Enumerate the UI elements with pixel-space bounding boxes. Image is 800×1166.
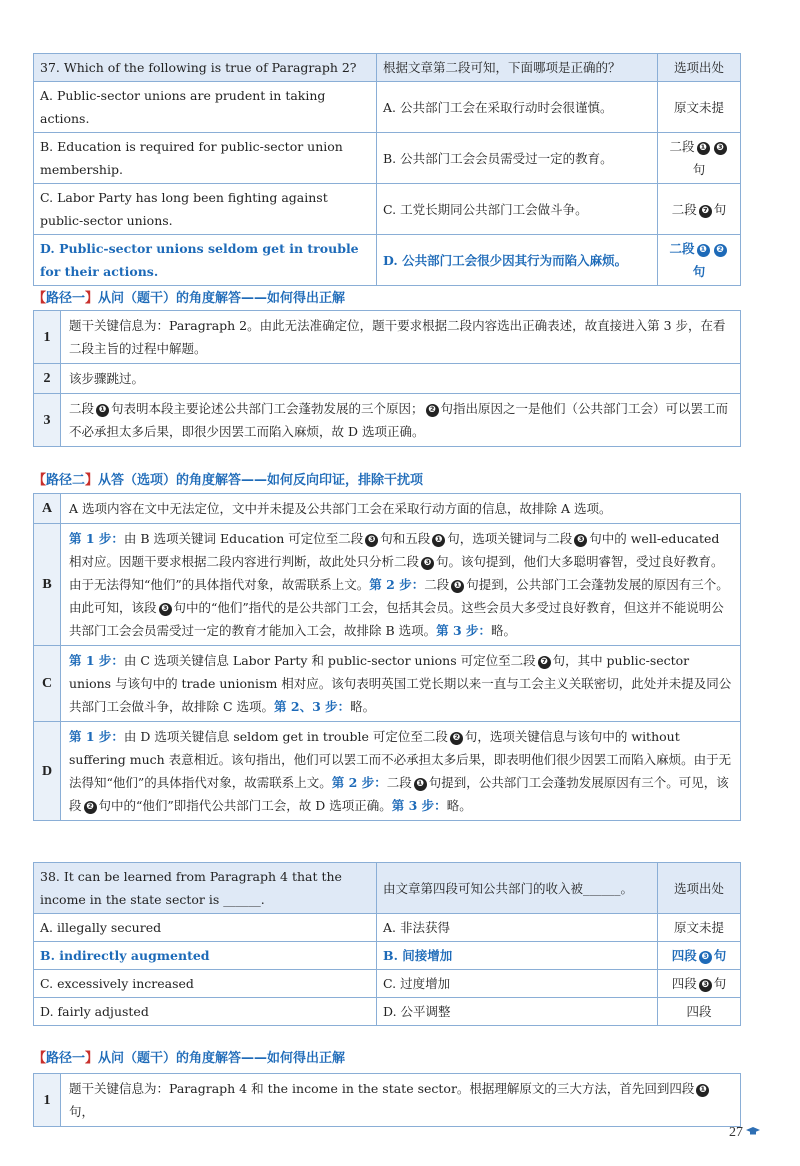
sentence-number-badge: ❸ (365, 534, 378, 547)
sentence-number-badge: ❸ (159, 603, 172, 616)
path1b-bracket-close: 】 (85, 1051, 99, 1066)
step-text: 题干关键信息为：Paragraph 2。由此无法准确定位，题干要求根据二段内容选出正确表述，故直接进入第 3 步，在看二段主旨的过程中解题。 (61, 311, 741, 364)
path1-title (33, 287, 345, 306)
path1b-table (33, 1073, 741, 1127)
q37-c-src-nums (697, 202, 714, 217)
text-seg: 略。 (491, 623, 517, 638)
sentence-number-badge: ❷ (450, 732, 463, 745)
q38-b-src-nums (697, 948, 714, 963)
page-number (729, 1125, 760, 1141)
path2-bracket-close: 】 (85, 473, 99, 488)
text-seg: 句中的“他们”即指代公共部门工会，故 D 选项正确。 (98, 798, 392, 813)
step-text (61, 1074, 741, 1127)
q38-header-row (34, 863, 741, 914)
step-label: 第 3 步： (436, 623, 492, 638)
text-seg: 句中的“他们”指代的是公共部门工会，包括其会员。这些会员大多受过良好教育，但这并不能说明公共部门工会会员需受过一定的教育才能加入工会，故排除 B 选项。 (69, 600, 724, 638)
sentence-number-badge: ❸ (699, 951, 712, 964)
path2-title (33, 469, 423, 488)
text-seg: 句，其中 public-sector unions 与该句中的 trade unionism 相对应。该句表明英国工党长期以来一直与工会主义关联密切，此处并未提及同公共部门工会做斗争，故排除 C 选项。 (69, 653, 732, 714)
sentence-number-badge: ❷ (426, 404, 439, 417)
text-seg: 句指出原因之一是他们（公共部门工会）可以罢工而不必承担太多后果，即很少因罢工而陷入麻烦，故 D 选项正确。 (69, 401, 729, 439)
text-seg: 句中的 well-educated 相对应。因题干要求根据二段内容进行判断，故此处只分析二段 (69, 531, 720, 569)
step-label: 第 2 步： (331, 775, 387, 790)
q37-option-c (34, 184, 741, 235)
page-number-text: 27 (729, 1125, 743, 1140)
text-seg: 句，选项关键词与二段 (447, 531, 573, 546)
text-seg: 句表明本段主要论述公共部门工会蓬勃发展的三个原因； (111, 401, 424, 416)
q37-b-src-nums (695, 139, 729, 154)
option-letter: B (34, 524, 61, 646)
path2-option-c (34, 646, 741, 722)
q38-b-en: B. indirectly augmented (34, 942, 377, 970)
q38-c-zh: C. 过度增加 (377, 970, 658, 998)
q38-c-src-post: 句 (713, 976, 727, 991)
q37-a-zh: A. 公共部门工会在采取行动时会很谨慎。 (377, 82, 658, 133)
q37-a-en: A. Public-sector unions are prudent in taking actions. (34, 82, 377, 133)
option-letter: D (34, 722, 61, 821)
q38-a-src-pre: 原文未提 (673, 920, 724, 935)
text-seg: 略。 (446, 798, 472, 813)
step-number: 3 (34, 394, 61, 447)
q37-header-en: 37. Which of the following is true of Paragraph 2? (34, 54, 377, 82)
text-seg: 二段 (424, 577, 450, 592)
question-38-table (33, 862, 741, 1026)
q37-b-src (658, 133, 741, 184)
path2-option-b (34, 524, 741, 646)
q37-c-src (658, 184, 741, 235)
path1b-bracket-open: 【 (33, 1051, 47, 1066)
sentence-number-badge: ❶ (414, 778, 427, 791)
q38-option-a (34, 914, 741, 942)
sentence-number-badge: ❶ (432, 534, 445, 547)
option-analysis (61, 524, 741, 646)
path1-text: 从问（题干）的角度解答——如何得出正解 (98, 291, 346, 306)
text-seg: 略。 (350, 699, 376, 714)
step-number: 1 (34, 1074, 61, 1127)
path1-table (33, 310, 741, 447)
path2-text: 从答（选项）的角度解答——如何反向印证，排除干扰项 (98, 473, 424, 488)
path2-label: 路径二 (46, 473, 86, 488)
graduation-cap-icon (746, 1127, 760, 1135)
q37-c-src-post: 句 (713, 201, 727, 217)
sentence-number-badge: ❶ (697, 244, 710, 257)
text-seg: 由 C 选项关键信息 Labor Party 和 public-sector unions 可定位至二段 (123, 653, 536, 668)
text-seg: 句， (69, 1104, 95, 1119)
q37-option-a (34, 82, 741, 133)
q37-d-src-post: 句 (692, 264, 706, 279)
path1b-step-1 (34, 1074, 741, 1127)
step-text: 该步骤跳过。 (61, 364, 741, 394)
q37-d-src-nums (695, 241, 729, 256)
q37-b-zh: B. 公共部门工会会员需受过一定的教育。 (377, 133, 658, 184)
option-analysis (61, 722, 741, 821)
q37-c-en: C. Labor Party has long been fighting against public-sector unions. (34, 184, 377, 235)
q38-header-zh: 由文章第四段可知公共部门的收入被______。 (377, 863, 658, 914)
q37-header-row (34, 54, 741, 82)
q38-option-c (34, 970, 741, 998)
text-seg: 句。该句提到，他们大多聪明睿智，受过良好教育。由于无法得知“他们”的具体指代对象，故需联系上文。 (69, 554, 724, 592)
path1-step-3 (34, 394, 741, 447)
q37-d-en: D. Public-sector unions seldom get in trouble for their actions. (34, 235, 377, 286)
step-label: 第 3 步： (391, 798, 447, 813)
option-analysis (61, 646, 741, 722)
step-label: 第 1 步： (69, 729, 124, 744)
text-seg: 由 B 选项关键词 Education 可定位至二段 (123, 531, 364, 546)
q38-header-src: 选项出处 (658, 863, 741, 914)
path1b-label: 路径一 (46, 1051, 86, 1066)
q37-b-src-post: 句 (692, 162, 706, 177)
sentence-number-badge: ❸ (699, 979, 712, 992)
q38-header-en: 38. It can be learned from Paragraph 4 that the income in the state sector is ______. (34, 863, 377, 914)
text-seg: 二段 (69, 401, 95, 416)
q38-a-en: A. illegally secured (34, 914, 377, 942)
q38-option-b-correct (34, 942, 741, 970)
path1-bracket-open: 【 (33, 291, 47, 306)
q38-d-src (658, 998, 741, 1026)
q37-header-zh: 根据文章第二段可知，下面哪项是正确的？ (377, 54, 658, 82)
option-analysis: A 选项内容在文中无法定位，文中并未提及公共部门工会在采取行动方面的信息，故排除 A 选项。 (61, 494, 741, 524)
sentence-number-badge: ❷ (714, 244, 727, 257)
q38-d-src-pre: 四段 (686, 1004, 712, 1019)
q38-c-src-nums (697, 976, 714, 991)
text-seg: 句和五段 (380, 531, 431, 546)
sentence-number-badge: ❸ (574, 534, 587, 547)
q38-a-zh: A. 非法获得 (377, 914, 658, 942)
q37-a-src-pre: 原文未提 (673, 99, 724, 115)
path1-label: 路径一 (46, 291, 86, 306)
step-number: 1 (34, 311, 61, 364)
q37-a-src (658, 82, 741, 133)
text-seg: 句提到，公共部门工会蓬勃发展的原因有三个。由此可知，该段 (69, 577, 729, 615)
text-seg: 句提到，公共部门工会蓬勃发展原因有三个。可见，该段 (69, 775, 729, 813)
text-seg: 句，选项关键信息与该句中的 without suffering much 表意相近。该句指出，他们可以罢工而不必承担太多后果，即表明他们很少因罢工而陷入麻烦。由于无法得知“他们”的具体指代对象，故需联系上文。 (69, 729, 732, 790)
sentence-number-badge: ❶ (451, 580, 464, 593)
q38-b-src-post: 句 (713, 948, 727, 963)
q37-d-src-pre: 二段 (669, 241, 695, 256)
q38-b-zh: B. 间接增加 (377, 942, 658, 970)
q38-a-src (658, 914, 741, 942)
q37-b-en: B. Education is required for public-sector union membership. (34, 133, 377, 184)
q37-header-src: 选项出处 (658, 54, 741, 82)
option-letter: C (34, 646, 61, 722)
sentence-number-badge: ❼ (538, 656, 551, 669)
q37-option-b (34, 133, 741, 184)
step-label: 第 1 步： (69, 653, 124, 668)
path2-bracket-open: 【 (33, 473, 47, 488)
sentence-number-badge: ❸ (714, 142, 727, 155)
q38-c-src (658, 970, 741, 998)
q37-d-zh: D. 公共部门工会很少因其行为而陷入麻烦。 (377, 235, 658, 286)
text-seg: 题干关键信息为：Paragraph 4 和 the income in the state sector。根据理解原文的三大方法，首先回到四段 (69, 1081, 695, 1096)
q37-c-src-pre: 二段 (671, 201, 697, 217)
sentence-number-badge: ❶ (696, 1084, 709, 1097)
q37-d-src (658, 235, 741, 286)
q37-c-zh: C. 工党长期同公共部门工会做斗争。 (377, 184, 658, 235)
sentence-number-badge: ❷ (84, 801, 97, 814)
path1-step-1 (34, 311, 741, 364)
path2-option-a (34, 494, 741, 524)
text-seg: 二段 (386, 775, 412, 790)
q38-option-d (34, 998, 741, 1026)
path1b-title (33, 1047, 345, 1066)
option-letter: A (34, 494, 61, 524)
step-label: 第 2 步： (369, 577, 425, 592)
path2-table (33, 493, 741, 821)
step-label: 第 1 步： (69, 531, 124, 546)
sentence-number-badge: ❼ (699, 205, 712, 218)
sentence-number-badge: ❶ (697, 142, 710, 155)
path2-option-d (34, 722, 741, 821)
q38-b-src-pre: 四段 (671, 948, 697, 963)
q38-d-en: D. fairly adjusted (34, 998, 377, 1026)
sentence-number-badge: ❶ (96, 404, 109, 417)
q38-b-src (658, 942, 741, 970)
step-label: 第 2、3 步： (274, 699, 351, 714)
q38-c-src-pre: 四段 (671, 976, 697, 991)
path1-bracket-close: 】 (85, 291, 99, 306)
path1-step-2 (34, 364, 741, 394)
question-37-table (33, 53, 741, 286)
q38-d-zh: D. 公平调整 (377, 998, 658, 1026)
path1b-text: 从问（题干）的角度解答——如何得出正解 (98, 1051, 346, 1066)
q37-b-src-pre: 二段 (669, 139, 695, 154)
q38-c-en: C. excessively increased (34, 970, 377, 998)
text-seg: 由 D 选项关键信息 seldom get in trouble 可定位至二段 (123, 729, 448, 744)
q37-option-d-correct (34, 235, 741, 286)
step-number: 2 (34, 364, 61, 394)
step-text (61, 394, 741, 447)
sentence-number-badge: ❸ (421, 557, 434, 570)
